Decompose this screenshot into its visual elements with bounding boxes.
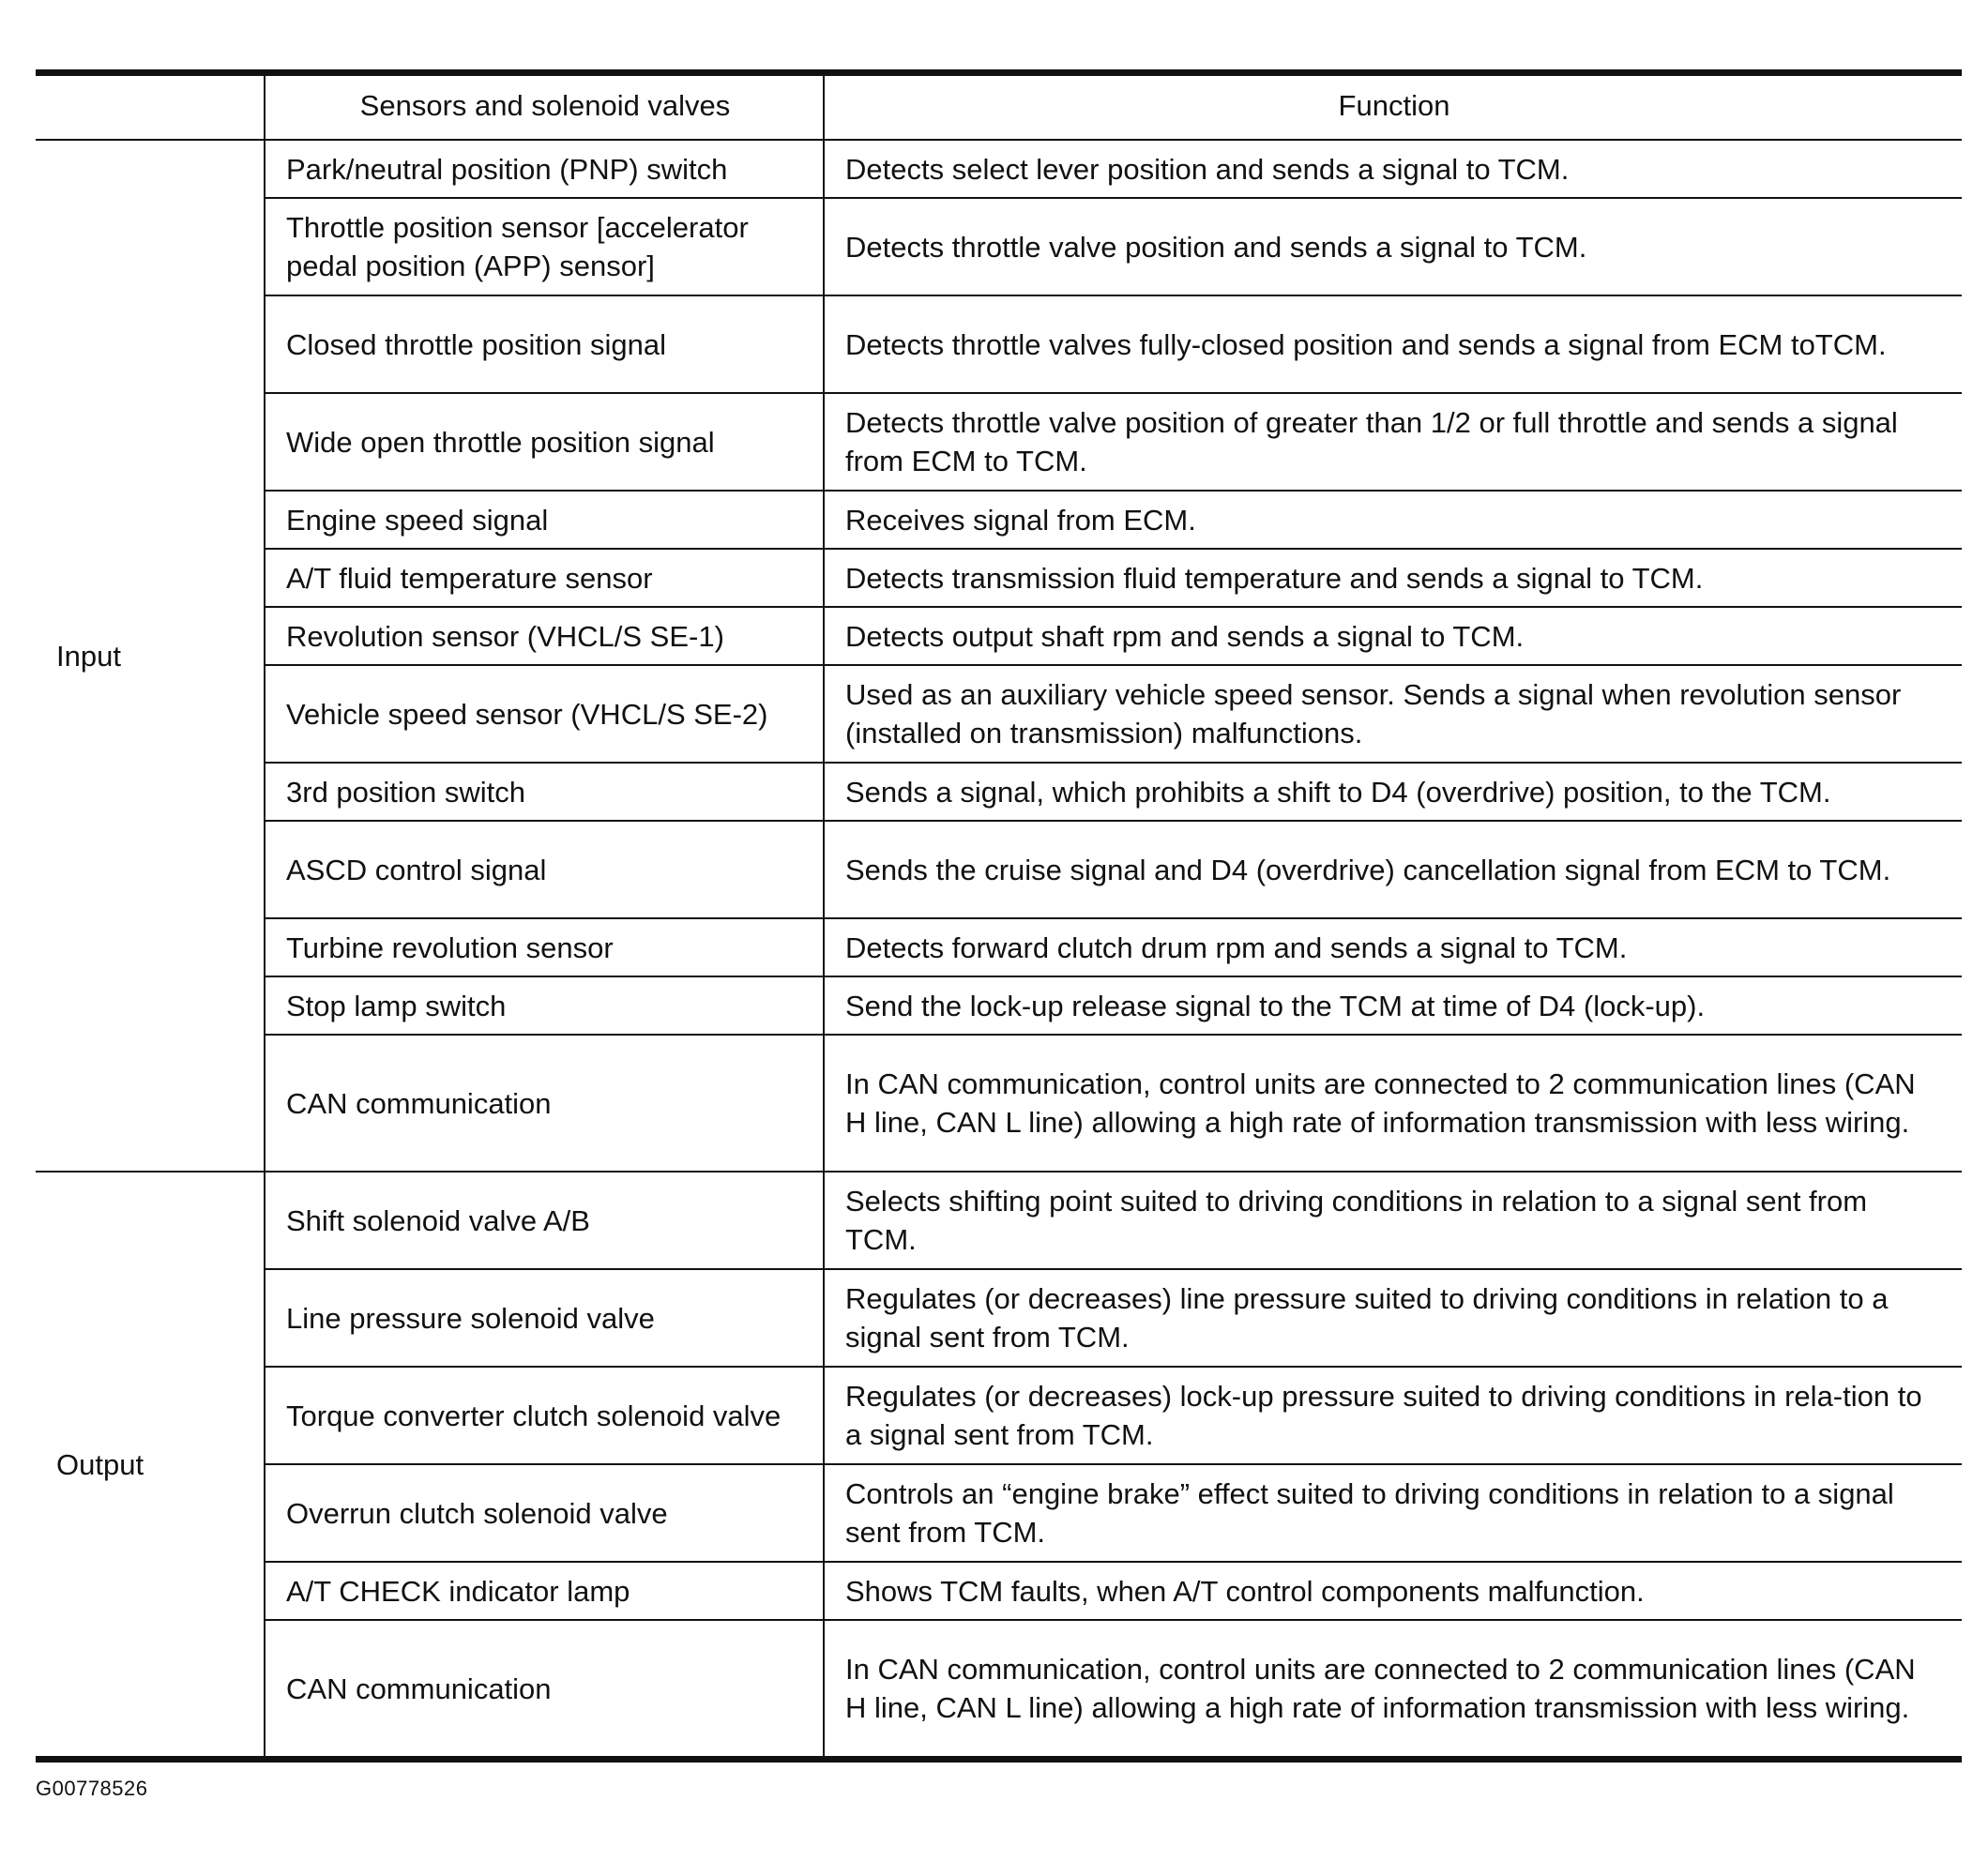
function-cell: Receives signal from ECM. [824, 491, 1962, 549]
table-row [36, 665, 1962, 763]
sensor-cell: Throttle position sensor [accelerator pedal position (APP) sensor] [265, 198, 824, 295]
function-cell: Detects throttle valve position of greater than 1/2 or full throttle and sends a signal from ECM to TCM. [824, 393, 1962, 491]
function-cell: Regulates (or decreases) line pressure suited to driving conditions in relation to a signal sent from TCM. [824, 1269, 1962, 1367]
sensor-cell: CAN communication [265, 1035, 824, 1172]
table-row [36, 607, 1962, 665]
table-row [36, 1035, 1962, 1172]
sensor-cell: A/T fluid temperature sensor [265, 549, 824, 607]
sensors-function-table [36, 69, 1962, 1763]
table-row [36, 763, 1962, 821]
table-row [36, 1172, 1962, 1269]
table-row [36, 549, 1962, 607]
function-cell: Detects throttle valve position and sends a signal to TCM. [824, 198, 1962, 295]
function-cell: Detects select lever position and sends a signal to TCM. [824, 140, 1962, 198]
function-cell: Detects throttle valves fully-closed position and sends a signal from ECM toTCM. [824, 295, 1962, 393]
header-category [36, 73, 265, 141]
table-row [36, 295, 1962, 393]
header-row [36, 73, 1962, 141]
sensor-cell: A/T CHECK indicator lamp [265, 1562, 824, 1620]
function-cell: In CAN communication, control units are connected to 2 communication lines (CAN H line, CAN L line) allowing a high rate of information transmission with less wiring. [824, 1620, 1962, 1760]
sensor-cell: Engine speed signal [265, 491, 824, 549]
sensor-cell: CAN communication [265, 1620, 824, 1760]
function-cell: Send the lock-up release signal to the TCM at time of D4 (lock-up). [824, 976, 1962, 1035]
table-body [36, 140, 1962, 1760]
table-row [36, 918, 1962, 976]
function-cell: Detects forward clutch drum rpm and sends a signal to TCM. [824, 918, 1962, 976]
table-row [36, 140, 1962, 198]
function-cell: Controls an “engine brake” effect suited to driving conditions in relation to a signal sent from TCM. [824, 1464, 1962, 1562]
function-cell: Sends the cruise signal and D4 (overdrive) cancellation signal from ECM to TCM. [824, 821, 1962, 918]
function-cell: Regulates (or decreases) lock-up pressure suited to driving conditions in rela-tion to a signal sent from TCM. [824, 1367, 1962, 1464]
function-cell: Used as an auxiliary vehicle speed sensor. Sends a signal when revolution sensor (installed on transmission) malfunctions. [824, 665, 1962, 763]
sensor-cell: Park/neutral position (PNP) switch [265, 140, 824, 198]
sensor-cell: Torque converter clutch solenoid valve [265, 1367, 824, 1464]
sensor-cell: Vehicle speed sensor (VHCL/S SE-2) [265, 665, 824, 763]
function-cell: Sends a signal, which prohibits a shift to D4 (overdrive) position, to the TCM. [824, 763, 1962, 821]
table-row [36, 1620, 1962, 1760]
header-sensors: Sensors and solenoid valves [265, 73, 824, 141]
table-row [36, 393, 1962, 491]
figure-code: G00778526 [36, 1777, 148, 1800]
function-cell: Selects shifting point suited to driving conditions in relation to a signal sent from TCM. [824, 1172, 1962, 1269]
sensor-cell: ASCD control signal [265, 821, 824, 918]
function-cell: Detects output shaft rpm and sends a signal to TCM. [824, 607, 1962, 665]
function-cell: Shows TCM faults, when A/T control components malfunction. [824, 1562, 1962, 1620]
table-row [36, 1464, 1962, 1562]
sensor-cell: Closed throttle position signal [265, 295, 824, 393]
sensor-cell: Wide open throttle position signal [265, 393, 824, 491]
document-table-container [36, 69, 1962, 1763]
header-function: Function [824, 73, 1962, 141]
function-cell: In CAN communication, control units are connected to 2 communication lines (CAN H line, CAN L line) allowing a high rate of information transmission with less wiring. [824, 1035, 1962, 1172]
group-label-input: Input [36, 140, 265, 1172]
sensor-cell: Line pressure solenoid valve [265, 1269, 824, 1367]
function-cell: Detects transmission fluid temperature and sends a signal to TCM. [824, 549, 1962, 607]
sensor-cell: Overrun clutch solenoid valve [265, 1464, 824, 1562]
table-row [36, 1562, 1962, 1620]
sensor-cell: Revolution sensor (VHCL/S SE-1) [265, 607, 824, 665]
sensor-cell: Stop lamp switch [265, 976, 824, 1035]
sensor-cell: Turbine revolution sensor [265, 918, 824, 976]
group-label-output: Output [36, 1172, 265, 1760]
table-row [36, 1367, 1962, 1464]
table-row [36, 491, 1962, 549]
table-header [36, 73, 1962, 141]
table-row [36, 976, 1962, 1035]
table-row [36, 821, 1962, 918]
table-row [36, 198, 1962, 295]
sensor-cell: 3rd position switch [265, 763, 824, 821]
table-row [36, 1269, 1962, 1367]
sensor-cell: Shift solenoid valve A/B [265, 1172, 824, 1269]
